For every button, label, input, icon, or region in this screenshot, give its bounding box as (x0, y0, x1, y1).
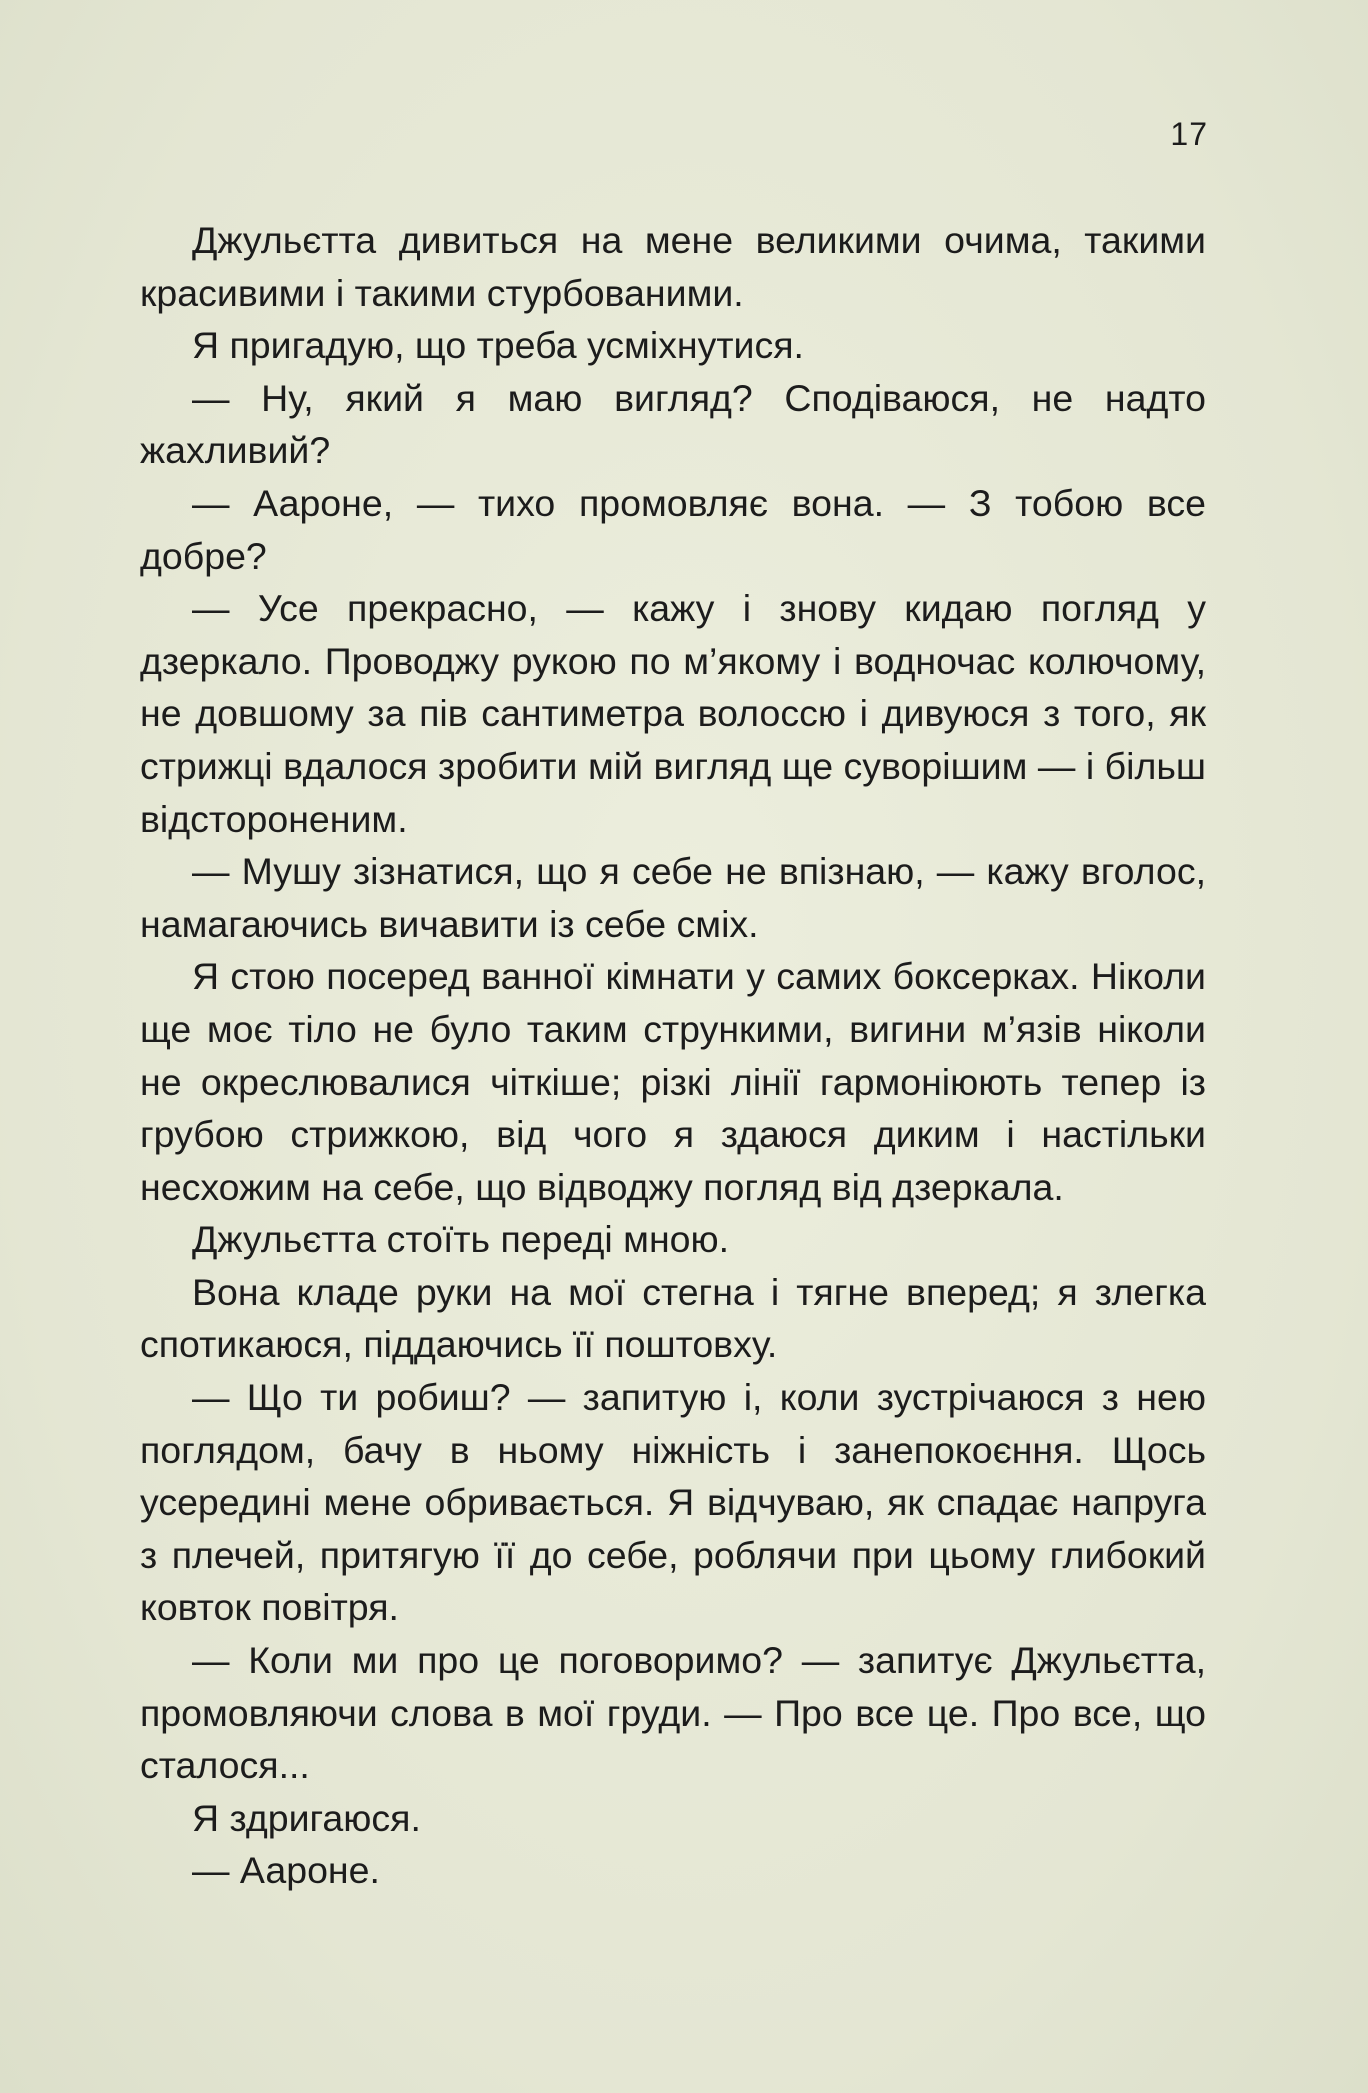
paragraph-8: Джульєтта стоїть переді мною. (192, 1218, 730, 1261)
paragraph-1: Джульєтта дивиться на мене великими очима, такими красивими і такими стурбованими. (140, 219, 1206, 314)
body-text (140, 214, 1206, 1897)
paragraph-7: Я стою посеред ванної кімнати у самих боксерках. Ніколи ще моє тіло не було таким стрункими, вигини м’язів ніколи не окреслювалися чіткіше; різкі лінії гармоніюють тепер із грубою стрижкою, від чого я здаюся диким і настільки несхожим на себе, що відводжу погляд від дзеркала. (140, 955, 1206, 1208)
paragraph-10: — Що ти робиш? — запитую і, коли зустрічаюся з нею поглядом, бачу в ньому ніжність і занепокоєння. Щось усередині мене обривається. Я відчуваю, як спадає напруга з плечей, притягую її до себе, роблячи при цьому глибокий ковток повітря. (140, 1376, 1206, 1629)
paragraph-4: — Аароне, — тихо промовляє вона. — З тобою все добре? (140, 481, 1206, 577)
paragraph-9: Вона кладе руки на мої стегна і тягне вперед; я злегка спотикаюся, піддаючись її поштовху. (140, 1270, 1206, 1366)
paragraph-3: — Ну, який я маю вигляд? Сподіваюся, не надто жахливий? (140, 376, 1206, 472)
paragraph-5: — Усе прекрасно, — кажу і знову кидаю погляд у дзеркало. Проводжу рукою по м’якому і водночас колючому, не довшому за пів сантиметра волоссю і дивуюся з того, як стрижці вдалося зробити мій вигляд ще суворішим — і більш відстороненим. (140, 587, 1206, 840)
page-number: 17 (1170, 116, 1208, 152)
paragraph-2: Я пригадую, що треба усміхнутися. (192, 324, 804, 367)
paragraph-11: — Коли ми про це поговоримо? — запитує Джульєтта, промовляючи слова в мої груди. — Про все це. Про все, що сталося... (140, 1639, 1206, 1787)
paragraph-12: Я здригаюся. (192, 1796, 421, 1839)
paragraph-13: — Аароне. (192, 1849, 380, 1892)
paragraph-6: — Мушу зізнатися, що я себе не впізнаю, — кажу вголос, намагаючись вичавити із себе сміх. (140, 850, 1206, 945)
